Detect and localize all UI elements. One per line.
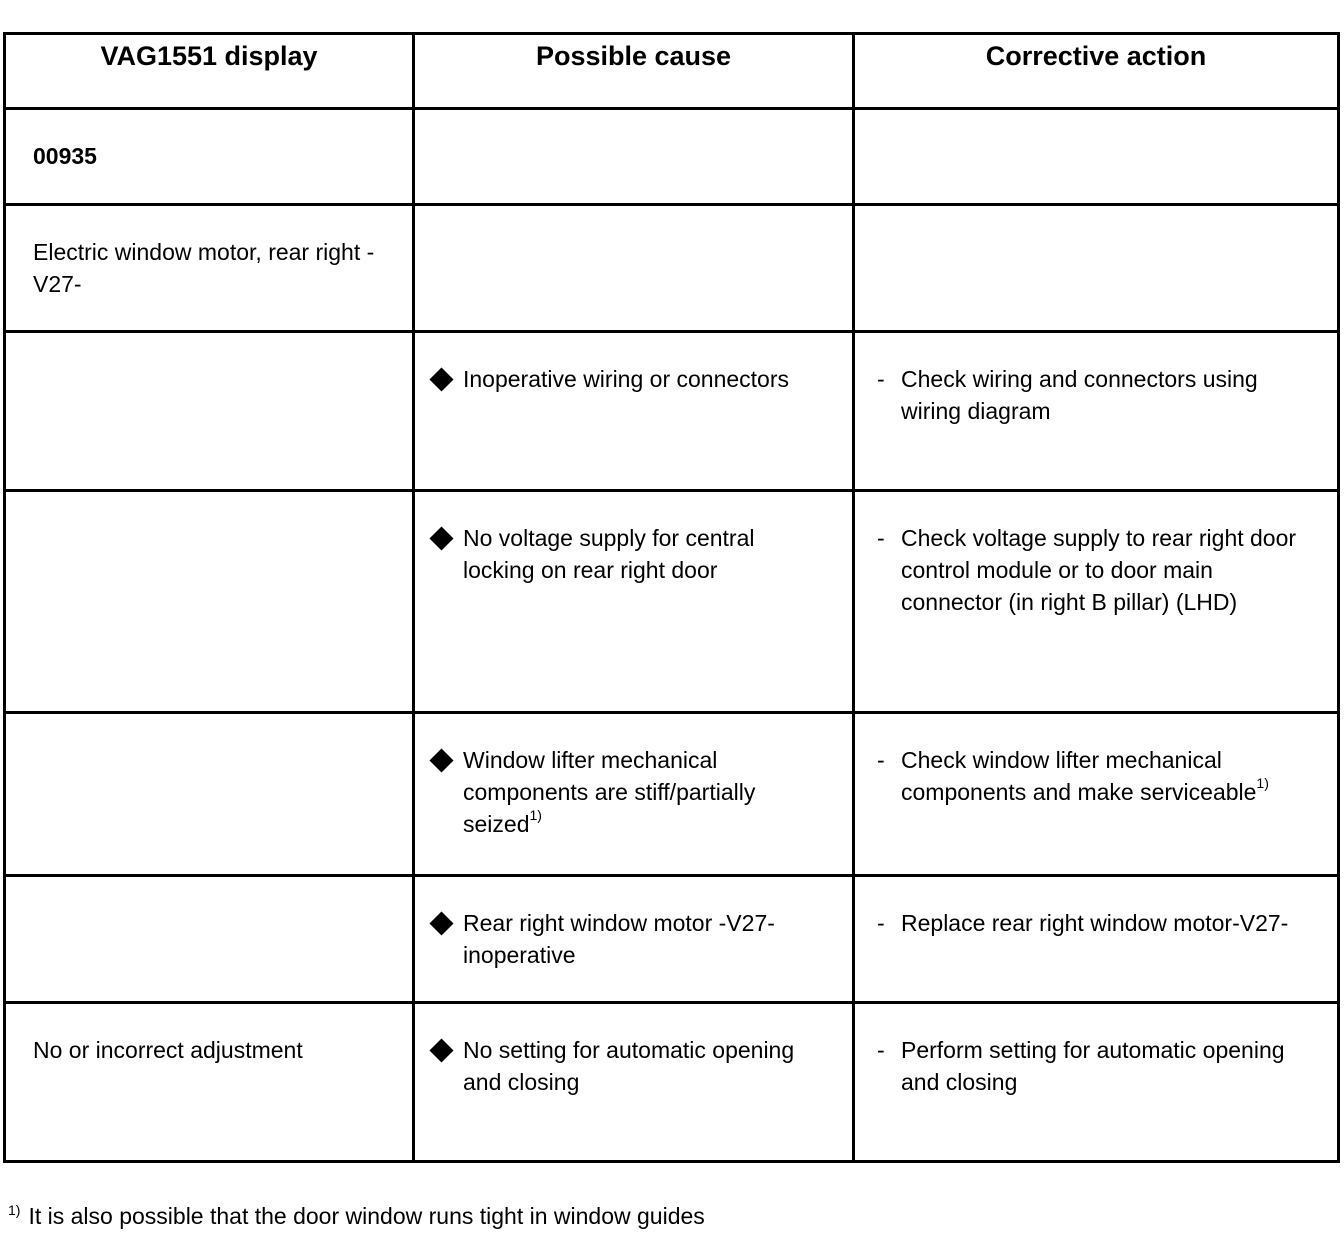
cause-text-body: Window lifter mechanical components are stiff/partially seized bbox=[463, 747, 756, 837]
display-text: No or incorrect adjustment bbox=[33, 1037, 303, 1063]
table-row bbox=[5, 205, 1339, 332]
cause-cell bbox=[414, 1003, 854, 1162]
cause-cell bbox=[414, 109, 854, 205]
diamond-bullet-icon bbox=[429, 1038, 453, 1062]
cause-text: Inoperative wiring or connectors bbox=[463, 366, 789, 392]
cause-text bbox=[463, 744, 832, 840]
table-row bbox=[5, 109, 1339, 205]
action-cell bbox=[854, 109, 1339, 205]
display-cell bbox=[5, 1003, 414, 1162]
header-action: Corrective action bbox=[854, 34, 1339, 109]
diamond-bullet-icon bbox=[429, 526, 453, 550]
footnote-reference: 1) bbox=[529, 807, 542, 824]
action-text: Check wiring and connectors using wiring diagram bbox=[901, 366, 1258, 424]
footnote-mark: 1) bbox=[8, 1202, 21, 1219]
cause-cell bbox=[414, 332, 854, 491]
action-text: Check voltage supply to rear right door control module or to door main connector (in right B pillar) (LHD) bbox=[901, 525, 1297, 615]
action-text: Perform setting for automatic opening and closing bbox=[901, 1037, 1285, 1095]
dash-bullet: - bbox=[877, 366, 885, 392]
action-cell bbox=[854, 205, 1339, 332]
cause-text: No setting for automatic opening and closing bbox=[463, 1037, 795, 1095]
cause-cell bbox=[414, 876, 854, 1003]
footnote-text: It is also possible that the door window runs tight in window guides bbox=[28, 1203, 705, 1229]
header-cause: Possible cause bbox=[414, 34, 854, 109]
dash-bullet: - bbox=[877, 910, 885, 936]
action-cell bbox=[854, 876, 1339, 1003]
table-header-row bbox=[5, 34, 1339, 109]
diagnosis-table bbox=[3, 32, 1340, 1163]
diamond-bullet-icon bbox=[429, 748, 453, 772]
dash-bullet: - bbox=[877, 1037, 885, 1063]
table-row bbox=[5, 876, 1339, 1003]
display-cell bbox=[5, 876, 414, 1003]
footnote-reference: 1) bbox=[1256, 775, 1269, 792]
dash-bullet: - bbox=[877, 525, 885, 551]
cause-text: Rear right window motor -V27- inoperative bbox=[463, 910, 775, 968]
action-text: Replace rear right window motor-V27- bbox=[901, 910, 1289, 936]
dash-bullet: - bbox=[877, 747, 885, 773]
action-cell bbox=[854, 713, 1339, 876]
diamond-bullet-icon bbox=[429, 367, 453, 391]
table-row bbox=[5, 1003, 1339, 1162]
action-text bbox=[901, 744, 1317, 808]
cause-cell bbox=[414, 205, 854, 332]
diamond-bullet-icon bbox=[429, 911, 453, 935]
cause-cell bbox=[414, 491, 854, 713]
cause-text: No voltage supply for central locking on rear right door bbox=[463, 525, 755, 583]
action-cell bbox=[854, 332, 1339, 491]
action-cell bbox=[854, 491, 1339, 713]
display-text: Electric window motor, rear right -V27- bbox=[33, 239, 375, 297]
footnote bbox=[8, 1200, 705, 1232]
display-cell bbox=[5, 109, 414, 205]
header-display: VAG1551 display bbox=[5, 34, 414, 109]
table-row bbox=[5, 491, 1339, 713]
action-text-body: Check window lifter mechanical components and make serviceable bbox=[901, 747, 1257, 805]
action-cell bbox=[854, 1003, 1339, 1162]
fault-code: 00935 bbox=[33, 143, 97, 169]
cause-cell bbox=[414, 713, 854, 876]
display-cell bbox=[5, 332, 414, 491]
table-row bbox=[5, 332, 1339, 491]
table-row bbox=[5, 713, 1339, 876]
display-cell bbox=[5, 713, 414, 876]
display-cell bbox=[5, 205, 414, 332]
display-cell bbox=[5, 491, 414, 713]
